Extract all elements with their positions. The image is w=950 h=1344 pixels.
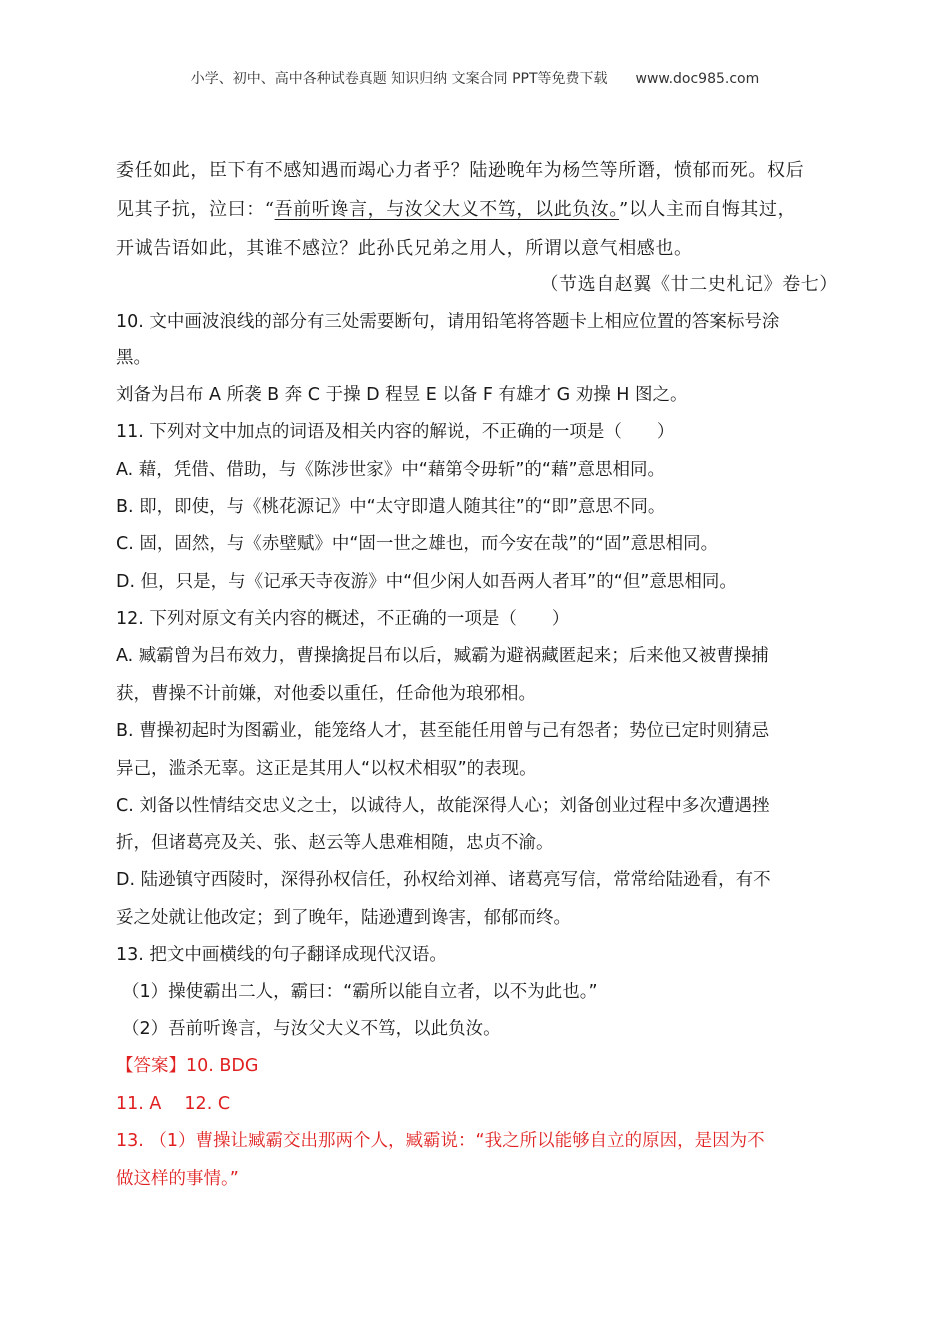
header-url[interactable]: www.doc985.com: [635, 71, 760, 87]
q12-option-a-line-2: 获，曹操不计前嫌，对他委以重任，任命他为琅邪相。: [116, 684, 536, 704]
q12-stem: 12. 下列对原文有关内容的概述，不正确的一项是（ ）: [116, 609, 570, 629]
answer-q11-q12: 11. A 12. C: [116, 1094, 231, 1114]
passage-line-2-pre: 见其子抗，泣曰：“: [116, 199, 275, 220]
answer-q13-line-1: 13. （1）曹操让臧霸交出那两个人，臧霸说：“我之所以能够自立的原因，是因为不: [116, 1131, 765, 1151]
header-text: 小学、初中、高中各种试卷真题 知识归纳 文案合同 PPT等免费下载: [190, 71, 608, 87]
q12-option-c-line-2: 折，但诸葛亮及关、张、赵云等人患难相随，忠贞不渝。: [116, 833, 554, 853]
q11-option-a: A. 藉，凭借、借助，与《陈涉世家》中“藉第令毋斩”的“藉”意思相同。: [116, 460, 666, 480]
q11-option-d: D. 但，只是，与《记承天寺夜游》中“但少闲人如吾两人者耳”的“但”意思相同。: [116, 572, 737, 592]
underlined-sentence: 吾前听谗言，与汝父大义不笃，以此负汝。: [274, 199, 620, 220]
q12-option-a-line-1: A. 臧霸曾为吕布效力，曹操擒捉吕布以后，臧霸为避祸藏匿起来；后来他又被曹操捕: [116, 646, 769, 666]
q12-option-b-line-1: B. 曹操初起时为图霸业，能笼络人才，甚至能任用曾与己有怨者；势位已定时则猜忌: [116, 721, 770, 741]
passage-source: （节选自赵翼《廿二史札记》卷七）: [540, 274, 838, 295]
q10-stem-line-2: 黑。: [116, 348, 151, 368]
passage-line-1: 委任如此，臣下有不感知遇而竭心力者乎？陆逊晚年为杨竺等所谮，愤郁而死。权后: [116, 160, 805, 181]
q13-sentence-2: （2）吾前听谗言，与汝父大义不笃，以此负汝。: [122, 1019, 501, 1039]
passage-line-2-post: ”以人主而自悔其过，: [619, 199, 797, 220]
q10-text: 刘备为吕布 A 所袭 B 奔 C 于操 D 程昱 E 以备 F 有雄才 G 劝操 H 图之。: [116, 385, 688, 405]
q11-stem: 11. 下列对文中加点的词语及相关内容的解说，不正确的一项是（ ）: [116, 422, 675, 442]
passage-line-3: 开诚告语如此，其谁不感泣？此孙氏兄弟之用人，所谓以意气相感也。: [116, 238, 693, 259]
q10-stem-line-1: 10. 文中画波浪线的部分有三处需要断句，请用铅笔将答题卡上相应位置的答案标号涂: [116, 312, 780, 332]
q12-option-b-line-2: 异己，滥杀无辜。这正是其用人“以权术相驭”的表现。: [116, 759, 537, 779]
answer-label: 【答案】: [116, 1056, 186, 1076]
answer-q10-value: 10. BDG: [186, 1056, 259, 1076]
q13-sentence-1: （1）操使霸出二人，霸曰：“霸所以能自立者，以不为此也。”: [122, 982, 598, 1002]
q11-option-b: B. 即，即使，与《桃花源记》中“太守即遣人随其往”的“即”意思不同。: [116, 497, 666, 517]
answer-q10: [116, 1052, 838, 1077]
passage-line-2: [116, 195, 838, 221]
q13-stem: 13. 把文中画横线的句子翻译成现代汉语。: [116, 945, 447, 965]
q12-option-d-line-2: 妥之处就让他改定；到了晚年，陆逊遭到谗害，郁郁而终。: [116, 908, 571, 928]
q12-option-d-line-1: D. 陆逊镇守西陵时，深得孙权信任，孙权给刘禅、诸葛亮写信，常常给陆逊看，有不: [116, 870, 771, 890]
page-header: [0, 68, 950, 88]
q11-option-c: C. 固，固然，与《赤壁赋》中“固一世之雄也，而今安在哉”的“固”意思相同。: [116, 534, 719, 554]
answer-q13-line-2: 做这样的事情。”: [116, 1169, 239, 1189]
q12-option-c-line-1: C. 刘备以性情结交忠义之士，以诚待人，故能深得人心；刘备创业过程中多次遭遇挫: [116, 796, 770, 816]
